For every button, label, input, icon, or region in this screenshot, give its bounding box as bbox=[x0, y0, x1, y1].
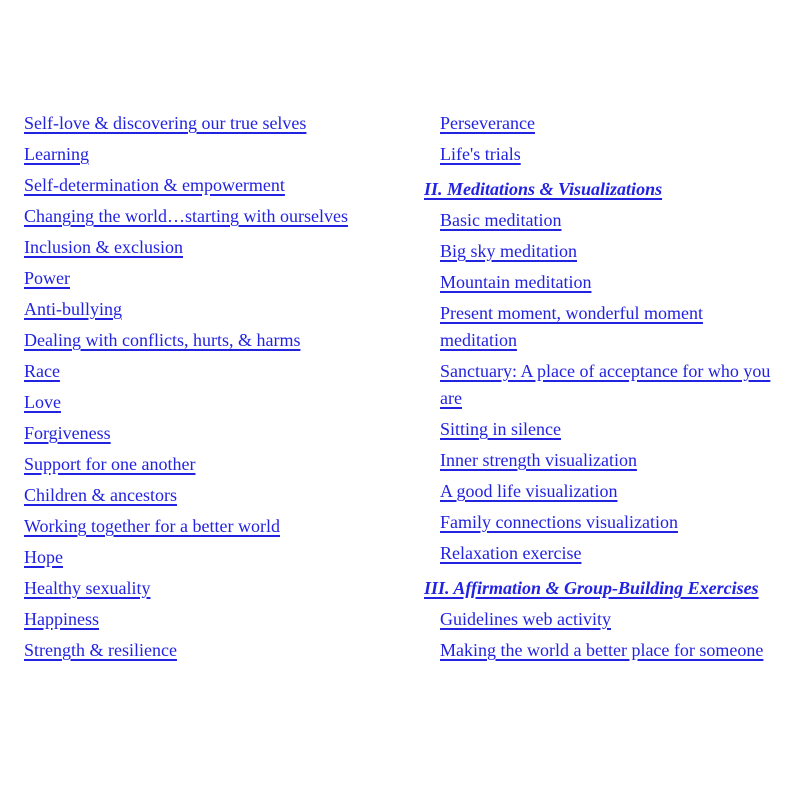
toc-link-happiness[interactable]: Happiness bbox=[24, 609, 99, 629]
toc-link-hope[interactable]: Hope bbox=[24, 547, 63, 567]
toc-link-self-determination[interactable]: Self-determination & empowerment bbox=[24, 175, 285, 195]
toc-link-lifes-trials[interactable]: Life's trials bbox=[440, 144, 521, 164]
toc-link-inner-strength-visualization[interactable]: Inner strength visualization bbox=[440, 450, 637, 470]
toc-link-support-for-one-another[interactable]: Support for one another bbox=[24, 454, 196, 474]
toc-link-race[interactable]: Race bbox=[24, 361, 60, 381]
toc-link-children-ancestors[interactable]: Children & ancestors bbox=[24, 485, 177, 505]
toc-link-mountain-meditation[interactable]: Mountain meditation bbox=[440, 272, 592, 292]
toc-link-good-life-visualization[interactable]: A good life visualization bbox=[440, 481, 618, 501]
toc-link-present-moment-meditation[interactable]: Present moment, wonderful moment meditation bbox=[440, 303, 703, 350]
toc-link-big-sky-meditation[interactable]: Big sky meditation bbox=[440, 241, 577, 261]
toc-link-changing-the-world[interactable]: Changing the world…starting with ourselves bbox=[24, 206, 348, 226]
toc-link-making-world-better[interactable]: Making the world a better place for someone bbox=[440, 640, 764, 660]
toc-link-perseverance[interactable]: Perseverance bbox=[440, 113, 535, 133]
toc-right-column bbox=[424, 110, 778, 668]
toc-link-anti-bullying[interactable]: Anti-bullying bbox=[24, 299, 122, 319]
toc-section-affirmation-header[interactable]: III. Affirmation & Group-Building Exercises bbox=[424, 578, 759, 598]
toc-link-love[interactable]: Love bbox=[24, 392, 61, 412]
toc-link-strength-resilience[interactable]: Strength & resilience bbox=[24, 640, 177, 660]
toc-link-power[interactable]: Power bbox=[24, 268, 70, 288]
toc-link-forgiveness[interactable]: Forgiveness bbox=[24, 423, 111, 443]
toc-link-family-connections-visualization[interactable]: Family connections visualization bbox=[440, 512, 678, 532]
toc-section-meditations-header[interactable]: II. Meditations & Visualizations bbox=[424, 179, 663, 199]
toc-link-basic-meditation[interactable]: Basic meditation bbox=[440, 210, 562, 230]
toc-link-sanctuary[interactable]: Sanctuary: A place of acceptance for who you are bbox=[440, 361, 771, 408]
toc-link-inclusion-exclusion[interactable]: Inclusion & exclusion bbox=[24, 237, 183, 257]
toc-link-dealing-with-conflicts[interactable]: Dealing with conflicts, hurts, & harms bbox=[24, 330, 301, 350]
toc-link-relaxation-exercise[interactable]: Relaxation exercise bbox=[440, 543, 582, 563]
toc-link-self-love[interactable]: Self-love & discovering our true selves bbox=[24, 113, 307, 133]
toc-left-column bbox=[24, 110, 406, 668]
toc-link-guidelines-web-activity[interactable]: Guidelines web activity bbox=[440, 609, 611, 629]
toc-link-learning[interactable]: Learning bbox=[24, 144, 89, 164]
toc-link-healthy-sexuality[interactable]: Healthy sexuality bbox=[24, 578, 151, 598]
toc-link-working-together[interactable]: Working together for a better world bbox=[24, 516, 280, 536]
toc-link-sitting-in-silence[interactable]: Sitting in silence bbox=[440, 419, 561, 439]
